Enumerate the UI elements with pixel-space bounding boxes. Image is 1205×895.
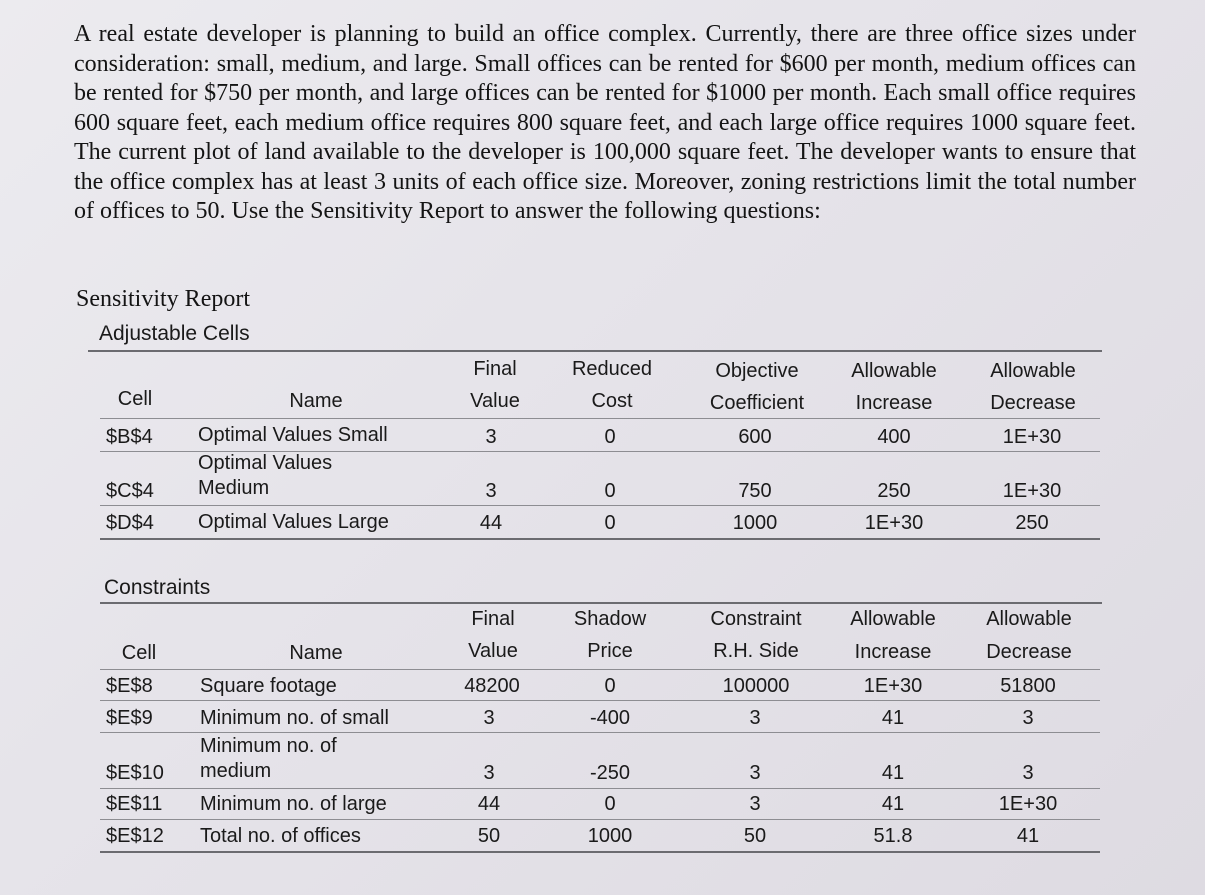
- constraints-header-rule: [100, 669, 1100, 670]
- table-row-shadow: 0: [604, 675, 616, 697]
- table-row-objective: 750: [738, 480, 772, 502]
- table-row-objective: 1000: [732, 512, 778, 534]
- adj-header-name: Name: [289, 390, 343, 412]
- adj-header-allow-dec-1: Allowable: [990, 360, 1076, 382]
- con-header-value: Value: [468, 640, 518, 662]
- con-header-shadow: Shadow: [573, 608, 647, 630]
- con-header-allow-dec-1: Allowable: [986, 608, 1072, 630]
- table-row-decrease: 1E+30: [998, 793, 1058, 815]
- table-row-final: 3: [483, 762, 495, 784]
- row-rule: [100, 819, 1100, 820]
- table-row-name: Minimum no. of small: [200, 707, 389, 729]
- table-row-cell: $E$11: [106, 793, 163, 815]
- problem-statement: A real estate developer is planning to build an office complex. Currently, there are three office sizes under consideration: small, medium, and large. Small offices can be rented for $600 per month, medium offices can be rented for $750 per month, and large offices can be rented for $1000 per month. Each small office requires 600 square feet, each medium office requires 800 square feet, and each large office requires 1000 square feet. The current plot of land available to the developer is 100,000 square feet. The developer wants to ensure that the office complex has at least 3 units of each office size. Moreover, zoning restrictions limit the total number of offices to 50. Use the Sensitivity Report to answer the following questions:: [74, 21, 1136, 224]
- table-row-rhs: 3: [749, 707, 761, 729]
- table-row-final: 44: [479, 512, 503, 534]
- row-rule: [100, 732, 1100, 733]
- table-row-rhs: 3: [749, 793, 761, 815]
- table-row-name: Total no. of offices: [200, 825, 361, 847]
- row-rule: [100, 505, 1100, 506]
- table-row-reduced: 0: [604, 480, 616, 502]
- table-row-increase: 250: [877, 480, 911, 502]
- table-row-reduced: 0: [604, 426, 616, 448]
- table-row-decrease: 250: [1015, 512, 1049, 534]
- adj-header-value: Value: [470, 390, 520, 412]
- table-row-cell: $E$8: [106, 675, 153, 697]
- con-header-allow-inc-1: Allowable: [850, 608, 936, 630]
- table-row-increase: 41: [881, 707, 905, 729]
- adj-header-allow-dec-2: Decrease: [990, 392, 1076, 414]
- table-row-final: 3: [485, 426, 497, 448]
- table-row-cell: $E$9: [106, 707, 153, 729]
- table-row-name: Minimum no. of medium: [200, 735, 337, 782]
- table-row-rhs: 3: [749, 762, 761, 784]
- adjustable-header-rule: [100, 418, 1100, 419]
- table-row-increase: 41: [881, 793, 905, 815]
- adj-header-final: Final: [473, 358, 517, 380]
- con-header-constraint: Constraint: [710, 608, 802, 630]
- adj-header-allow-inc-2: Increase: [855, 392, 933, 414]
- con-header-price: Price: [587, 640, 633, 662]
- table-row-cell: $E$12: [106, 825, 164, 847]
- table-row-cell: $B$4: [106, 426, 153, 448]
- table-row-decrease: 3: [1022, 762, 1034, 784]
- table-row-reduced: 0: [604, 512, 616, 534]
- adj-header-cost: Cost: [591, 390, 633, 412]
- table-row-name: Optimal Values Medium: [198, 452, 333, 499]
- table-row-name: Optimal Values Large: [198, 511, 389, 533]
- table-row-increase: 400: [877, 426, 911, 448]
- row-rule: [100, 788, 1100, 789]
- table-row-shadow: -400: [589, 707, 631, 729]
- con-header-allow-dec-2: Decrease: [986, 641, 1072, 663]
- table-row-decrease: 1E+30: [1002, 426, 1062, 448]
- constraints-title: Constraints: [104, 576, 211, 599]
- table-row-increase: 1E+30: [863, 675, 923, 697]
- adjustable-bottom-rule: [100, 538, 1100, 540]
- table-row-cell: $E$10: [106, 762, 164, 784]
- table-row-cell: $C$4: [106, 480, 154, 502]
- table-row-decrease: 51800: [1000, 675, 1056, 697]
- table-row-increase: 1E+30: [864, 512, 924, 534]
- constraints-top-rule: [100, 602, 1102, 604]
- table-row-shadow: 0: [604, 793, 616, 815]
- adj-header-allow-inc-1: Allowable: [851, 360, 937, 382]
- report-title: Sensitivity Report: [76, 286, 250, 312]
- table-row-shadow: -250: [589, 762, 631, 784]
- constraints-bottom-rule: [100, 851, 1100, 853]
- table-row-final: 3: [483, 707, 495, 729]
- table-row-rhs: 50: [743, 825, 767, 847]
- table-row-shadow: 1000: [587, 825, 633, 847]
- adjustable-top-rule: [88, 350, 1102, 352]
- adj-header-objective: Objective: [715, 360, 799, 382]
- adj-header-coefficient: Coefficient: [709, 392, 805, 414]
- con-header-cell: Cell: [121, 642, 157, 664]
- table-row-name: Square footage: [200, 675, 337, 697]
- table-row-final: 48200: [464, 675, 520, 697]
- table-row-final: 44: [477, 793, 501, 815]
- table-row-decrease: 41: [1016, 825, 1040, 847]
- con-header-allow-inc-2: Increase: [854, 641, 932, 663]
- adj-header-cell: Cell: [117, 388, 153, 410]
- table-row-decrease: 3: [1022, 707, 1034, 729]
- table-row-final: 3: [485, 480, 497, 502]
- con-header-final: Final: [471, 608, 515, 630]
- row-rule: [100, 700, 1100, 701]
- table-row-decrease: 1E+30: [1002, 480, 1062, 502]
- adj-header-reduced: Reduced: [571, 358, 653, 380]
- table-row-objective: 600: [738, 426, 772, 448]
- con-header-name: Name: [289, 642, 343, 664]
- table-row-final: 50: [477, 825, 501, 847]
- table-row-increase: 41: [881, 762, 905, 784]
- con-header-rhs: R.H. Side: [713, 640, 799, 662]
- table-row-rhs: 100000: [722, 675, 790, 697]
- table-row-name: Optimal Values Small: [198, 424, 388, 446]
- table-row-name: Minimum no. of large: [200, 793, 387, 815]
- table-row-increase: 51.8: [873, 825, 913, 847]
- table-row-cell: $D$4: [106, 512, 154, 534]
- adjustable-cells-title: Adjustable Cells: [99, 322, 250, 345]
